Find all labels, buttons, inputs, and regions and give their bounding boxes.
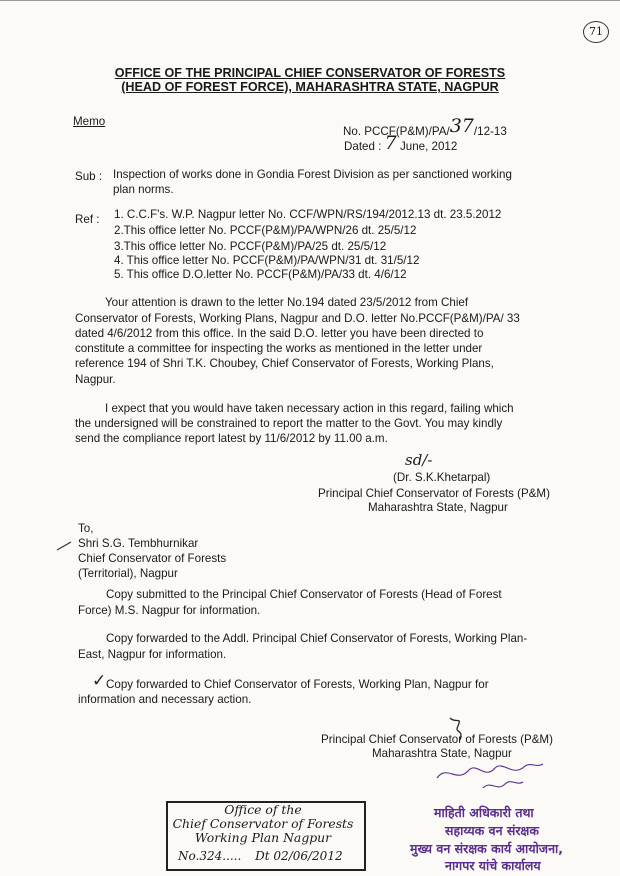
subject-label: Sub : (75, 170, 103, 183)
stamp-date-label: Dt (255, 849, 270, 863)
copy1-line-1: Copy submitted to the Principal Chief Conservator of Forests (Head of Forest (106, 588, 502, 601)
hindi-stamp-line-4: नागपर यांचे कार्यालय (445, 858, 541, 873)
page-number: 71 (589, 25, 603, 38)
checkmark-icon: ✓ (92, 671, 107, 690)
subject-line-1: Inspection of works done in Gondia Forest Division as per sanctioned working (113, 168, 512, 181)
dated-line (344, 132, 458, 154)
dated-label: Dated : (344, 140, 382, 153)
paragraph2-line-3: send the compliance report latest by 11/6/2012 by 11.00 a.m. (75, 432, 388, 445)
bottom-signatory-place: Maharashtra State, Nagpur (372, 747, 512, 760)
dated-day-handwritten: 7 (384, 132, 397, 154)
hindi-stamp-line-3: मुख्य वन संरक्षक कार्य आयोजना, (410, 841, 564, 856)
paragraph2-line-2: the undersigned will be constrained to report the matter to the Govt. You may kindly (75, 417, 503, 430)
paragraph1-line-3: dated 4/6/2012 from this office. In the said D.O. letter you have been directed to (75, 327, 484, 340)
paragraph1-line-6: Nagpur. (75, 373, 116, 386)
stamp-line-2: Chief Conservator of Forests (172, 816, 354, 831)
stamp-date-value: 02/06/2012 (273, 849, 343, 863)
addressee-designation: Chief Conservator of Forests (78, 552, 227, 565)
signatory-designation: Principal Chief Conservator of Forests (P&M) (318, 487, 550, 500)
stamp-no-label: No. (178, 849, 200, 863)
copy2-line-2: East, Nagpur for information. (78, 648, 227, 661)
heading-line-1: OFFICE OF THE PRINCIPAL CHIEF CONSERVATOR OF FORESTS (114, 66, 506, 80)
ref-item-2: 2.This office letter No. PCCF(P&M)/PA/WPN/26 dt. 25/5/12 (114, 224, 417, 237)
ref-number-handwritten: 37 (449, 115, 474, 137)
paragraph1-line-2: Conservator of Forests, Working Plans, Nagpur and D.O. letter No.PCCF(P&M)/PA/ 33 (75, 312, 520, 325)
stamp-no-value: 324..... (199, 849, 242, 863)
ref-item-1: 1. C.C.F's. W.P. Nagpur letter No. CCF/WPN/RS/194/2012.13 dt. 23.5.2012 (114, 208, 502, 221)
addressee-unit: (Territorial), Nagpur (78, 567, 178, 580)
stamp-line-3: Working Plan Nagpur (194, 830, 332, 845)
page-number-circle (583, 21, 609, 43)
hindi-stamp-line-1: माहिती अधिकारी तथा (434, 805, 534, 820)
ref-suffix: /12-13 (473, 125, 507, 138)
paragraph2-line-1: I expect that you would have taken necessary action in this regard, failing which (105, 402, 514, 415)
paragraph1-line-5: reference 194 of Shri T.K. Choubey, Chief Conservator of Forests, Working Plans, (75, 357, 494, 370)
copy3-line-1: Copy forwarded to Chief Conservator of Forests, Working Plan, Nagpur for (106, 678, 489, 691)
copy1-line-2: Force) M.S. Nagpur for information. (78, 604, 261, 617)
ref-prefix: No. PCCF(P&M)/PA/ (343, 125, 450, 138)
paragraph1-line-4: constitute a committee for inspecting the works as mentioned in the letter under (75, 342, 483, 355)
subject-line-2: plan norms. (113, 183, 174, 196)
addressee-name: Shri S.G. Tembhurnikar (78, 537, 199, 550)
signatory-place: Maharashtra State, Nagpur (368, 501, 508, 514)
stamp-line-1: Office of the (224, 802, 302, 817)
ref-item-4: 4. This office letter No. PCCF(P&M)/PA/WPN/31 dt. 31/5/12 (114, 254, 420, 267)
ref-item-5: 5. This office D.O.letter No. PCCF(P&M)/PA/33 dt. 4/6/12 (114, 268, 407, 281)
stamp-number-row (178, 849, 343, 863)
scan-edge-line (0, 0, 620, 1)
bottom-signatory-designation: Principal Chief Conservator of Forests (P&M) (321, 733, 553, 746)
handwritten-signature-icon (433, 756, 553, 796)
ref-label: Ref : (75, 213, 100, 226)
copy2-line-1: Copy forwarded to the Addl. Principal Chief Conservator of Forests, Working Plan- (106, 632, 528, 645)
margin-tick-mark (55, 540, 75, 552)
addressee-to: To, (78, 522, 94, 535)
signature-initials-handwritten: sd/- (405, 451, 433, 469)
heading-line-2: (HEAD OF FOREST FORCE), MAHARASHTRA STATE, NAGPUR (121, 80, 499, 94)
hindi-stamp-line-2: सहाय्यक वन संरक्षक (445, 823, 539, 838)
paragraph1-line-1: Your attention is drawn to the letter No.194 dated 23/5/2012 from Chief (105, 296, 469, 309)
ref-item-3: 3.This office letter No. PCCF(P&M)/PA/25 dt. 25/5/12 (114, 240, 387, 253)
dated-month-year: June, 2012 (399, 140, 458, 153)
signatory-name: (Dr. S.K.Khetarpal) (393, 471, 491, 484)
copy3-line-2: information and necessary action. (78, 693, 252, 706)
memo-label: Memo (73, 115, 106, 128)
